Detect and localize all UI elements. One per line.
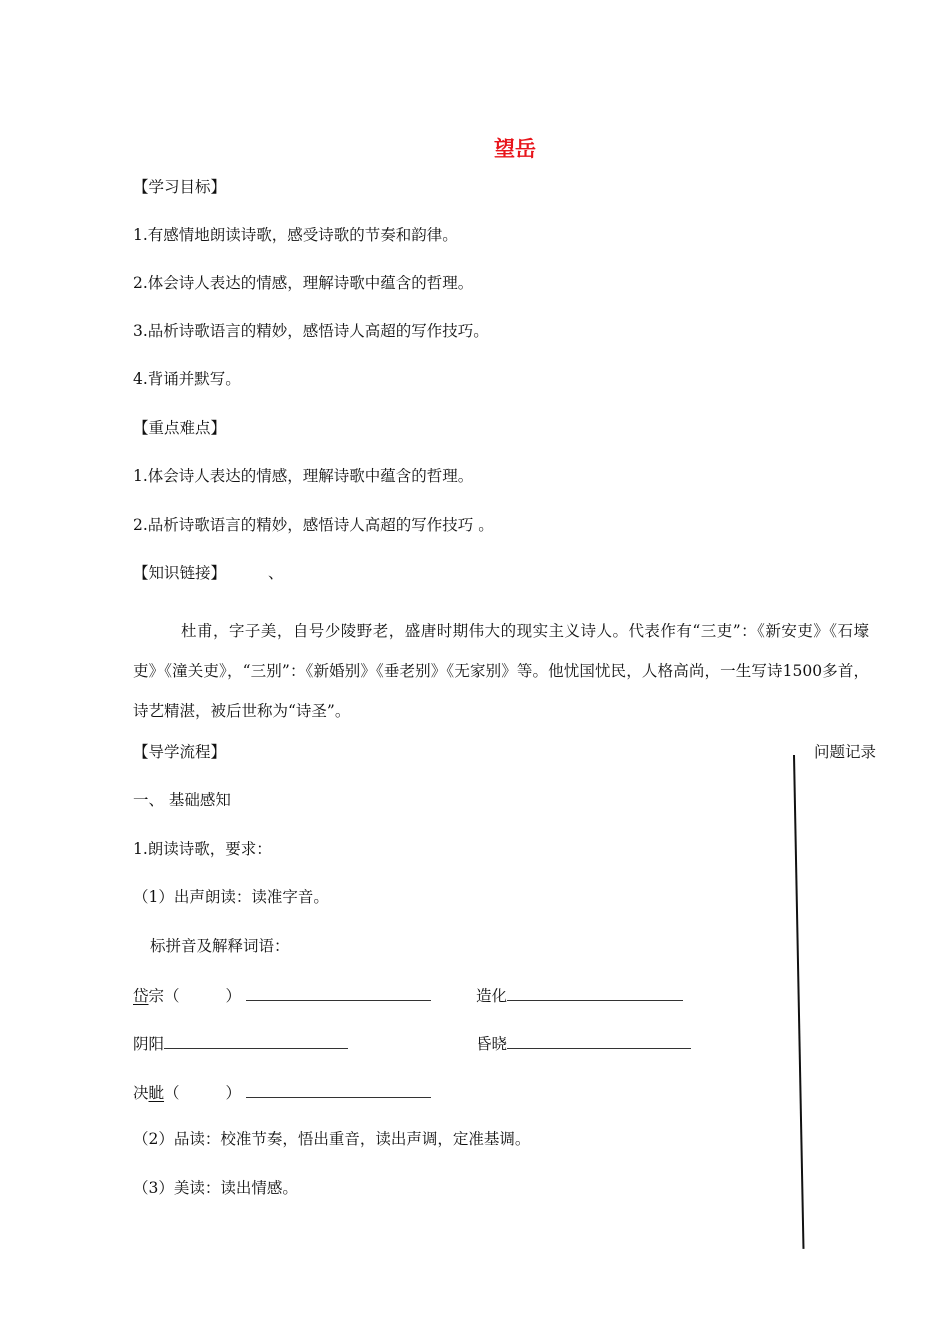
objective-item: 4.背诵并默写。: [133, 370, 241, 388]
knowledge-mark: 、: [268, 564, 284, 582]
vocab-row: [133, 1032, 348, 1054]
instruction-item: 1.朗读诗歌，要求：: [133, 840, 272, 858]
paren-open: （: [164, 1084, 180, 1102]
part-heading: 一、 基础感知: [133, 791, 231, 809]
section-heading-key-points: 【重点难点】: [133, 419, 227, 437]
notes-divider: [793, 755, 804, 1249]
section-heading-knowledge: 【知识链接】: [133, 564, 227, 582]
vocab-target-char: 岱: [133, 987, 149, 1005]
paren-open: （: [164, 987, 180, 1005]
section-heading-guide: 【导学流程】: [133, 743, 227, 761]
answer-blank[interactable]: [246, 984, 431, 1001]
vocab-term: 造化: [476, 987, 508, 1005]
answer-blank[interactable]: [507, 984, 683, 1001]
answer-blank[interactable]: [164, 1032, 348, 1049]
page-title: 望岳: [494, 137, 536, 161]
vocab-row: [476, 984, 683, 1006]
vocab-row: [476, 1032, 691, 1054]
vocab-intro: 标拼音及解释词语：: [150, 937, 290, 955]
paren-close: ）: [225, 1084, 242, 1102]
paren-close: ）: [225, 987, 242, 1005]
vocab-term: 决: [133, 1084, 149, 1102]
vocab-target-char: 眦: [148, 1084, 165, 1102]
section-heading-objectives: 【学习目标】: [133, 178, 227, 196]
vocab-term: 昏晓: [476, 1035, 508, 1053]
side-note-label: 问题记录: [814, 743, 877, 761]
answer-blank[interactable]: [507, 1032, 691, 1049]
vocab-term: 宗: [148, 987, 165, 1005]
instruction-sub: （3）美读：读出情感。: [133, 1179, 298, 1197]
vocab-term: 阴阳: [133, 1035, 165, 1053]
key-point-item: 2.品析诗歌语言的精妙，感悟诗人高超的写作技巧 。: [133, 516, 494, 534]
vocab-row: [133, 1081, 431, 1103]
knowledge-paragraph: 杜甫，字子美，自号少陵野老，盛唐时期伟大的现实主义诗人。代表作有“三吏”：《新安吏》《石壕吏》《潼关吏》，“三别”：《新婚别》《垂老别》《无家别》等。他忧国忧民，人格高尚，一生写诗1500多首，诗艺精湛，被后世称为“诗圣”。: [133, 622, 869, 720]
objective-item: 1.有感情地朗读诗歌，感受诗歌的节奏和韵律。: [133, 226, 458, 244]
objective-item: 2.体会诗人表达的情感，理解诗歌中蕴含的哲理。: [133, 274, 474, 292]
instruction-sub: （2）品读：校准节奏，悟出重音，读出声调，定准基调。: [133, 1130, 531, 1148]
objective-item: 3.品析诗歌语言的精妙，感悟诗人高超的写作技巧。: [133, 322, 489, 340]
answer-blank[interactable]: [246, 1081, 431, 1098]
instruction-sub: （1）出声朗读：读准字音。: [133, 888, 329, 906]
vocab-row: [133, 984, 431, 1006]
key-point-item: 1.体会诗人表达的情感，理解诗歌中蕴含的哲理。: [133, 467, 474, 485]
